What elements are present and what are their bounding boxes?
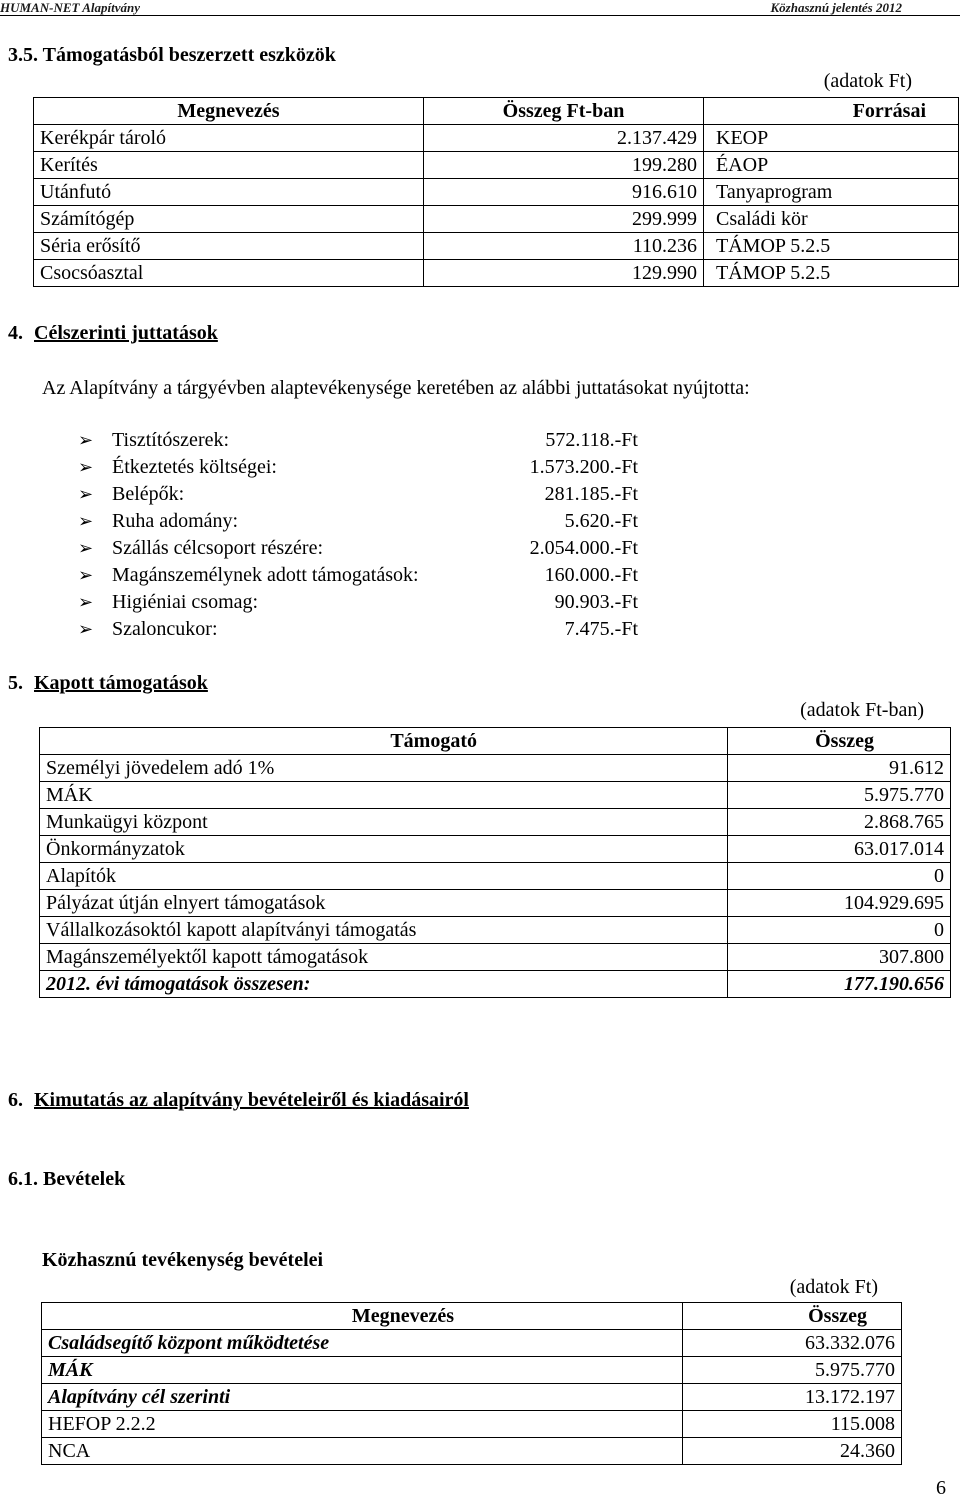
column-header: Összeg [728,728,951,755]
cell: Kerítés [34,152,424,179]
table-row [40,944,951,971]
section-6-1-title: 6.1. Bevételek [8,1168,126,1190]
total-row [40,971,951,998]
section-3-5-title: 3.5. Támogatásból beszerzett eszközök [8,44,336,66]
list-item-label: Magánszemélynek adott támogatások: [112,564,419,586]
table-row [40,890,951,917]
cell: KEOP [704,125,959,152]
table-row [34,206,959,233]
cell: 115.008 [683,1411,902,1438]
cell: Pályázat útján elnyert támogatások [40,890,728,917]
table-row [42,1438,902,1465]
cell: 13.172.197 [683,1384,902,1411]
table-row [42,1330,902,1357]
section-4-number: 4. [8,322,23,344]
cell: ÉAOP [704,152,959,179]
column-header: Összeg Ft-ban [424,98,704,125]
cell: NCA [42,1438,683,1465]
cell: Önkormányzatok [40,836,728,863]
table-row [34,233,959,260]
list-item-value: 281.185.-Ft [544,483,638,505]
cell: 0 [728,917,951,944]
table-row [34,152,959,179]
list-item-value: 160.000.-Ft [544,564,638,586]
revenue-table [41,1302,902,1465]
table-row [34,125,959,152]
header-right: Közhasznú jelentés 2012 [770,0,902,15]
section-4-title: Célszerinti juttatások [34,322,218,344]
cell: Vállalkozásoktól kapott alapítványi támogatás [40,917,728,944]
list-item-value: 7.475.-Ft [564,618,638,640]
page-number: 6 [936,1477,946,1499]
cell: Utánfutó [34,179,424,206]
arrow-bullet-icon: ➢ [78,457,94,477]
cell: 299.999 [424,206,704,233]
header-rule [0,15,960,16]
cell: 916.610 [424,179,704,206]
section-6-title: Kimutatás az alapítvány bevételeiről és kiadásairól [34,1089,469,1111]
section-5-unit: (adatok Ft-ban) [800,699,924,721]
list-item-label: Szaloncukor: [112,618,218,640]
cell: 199.280 [424,152,704,179]
section-3-5-unit: (adatok Ft) [823,70,912,92]
cell: Séria erősítő [34,233,424,260]
list-item-label: Higiéniai csomag: [112,591,259,613]
list-item-label: Ruha adomány: [112,510,239,532]
cell: 129.990 [424,260,704,287]
list-item-value: 2.054.000.-Ft [529,537,638,559]
cell: 110.236 [424,233,704,260]
list-item-label: Belépők: [112,483,185,505]
arrow-bullet-icon: ➢ [78,430,94,450]
table-row [40,836,951,863]
arrow-bullet-icon: ➢ [78,484,94,504]
grants-table [39,727,951,998]
list-item-value: 90.903.-Ft [554,591,638,613]
cell: Családsegítő központ működtetése [42,1330,683,1357]
table-row [34,179,959,206]
cell: Csocsóasztal [34,260,424,287]
cell: TÁMOP 5.2.5 [704,233,959,260]
cell: 63.017.014 [728,836,951,863]
table-row [40,809,951,836]
column-header: Megnevezés [34,98,424,125]
section-6-1-subtitle: Közhasznú tevékenység bevételei [42,1249,324,1271]
column-header: Megnevezés [42,1303,683,1330]
cell: 24.360 [683,1438,902,1465]
table-row [40,863,951,890]
cell: 5.975.770 [683,1357,902,1384]
section-5-number: 5. [8,672,23,694]
column-header: Összeg [683,1303,902,1330]
arrow-bullet-icon: ➢ [78,565,94,585]
cell: Kerékpár tároló [34,125,424,152]
section-5-title: Kapott támogatások [34,672,208,694]
header-left: HUMAN-NET Alapítvány [0,0,140,15]
section-6-number: 6. [8,1089,23,1111]
cell: HEFOP 2.2.2 [42,1411,683,1438]
assets-table [33,97,959,287]
cell: MÁK [42,1357,683,1384]
total-label: 2012. évi támogatások összesen: [40,971,728,998]
table-row [40,782,951,809]
list-item-value: 572.118.-Ft [545,429,638,451]
arrow-bullet-icon: ➢ [78,592,94,612]
section-4-intro: Az Alapítvány a tárgyévben alaptevékenysége keretében az alábbi juttatásokat nyújtotta: [42,377,750,399]
cell: Munkaügyi központ [40,809,728,836]
table-row [40,755,951,782]
column-header: Támogató [40,728,728,755]
section-6-1-unit: (adatok Ft) [789,1276,878,1298]
table-header-row [40,728,951,755]
cell: TÁMOP 5.2.5 [704,260,959,287]
table-row [34,260,959,287]
arrow-bullet-icon: ➢ [78,538,94,558]
table-row [40,917,951,944]
cell: Családi kör [704,206,959,233]
cell: 5.975.770 [728,782,951,809]
list-item-value: 5.620.-Ft [564,510,638,532]
cell: 0 [728,863,951,890]
cell: Alapítók [40,863,728,890]
section-6-heading [8,1089,469,1112]
arrow-bullet-icon: ➢ [78,619,94,639]
cell: Alapítvány cél szerinti [42,1384,683,1411]
cell: Magánszemélyektől kapott támogatások [40,944,728,971]
cell: Személyi jövedelem adó 1% [40,755,728,782]
section-4-heading [8,322,218,345]
table-row [42,1357,902,1384]
cell: 63.332.076 [683,1330,902,1357]
section-5-heading [8,672,208,695]
cell: Tanyaprogram [704,179,959,206]
table-row [42,1384,902,1411]
cell: 307.800 [728,944,951,971]
cell: 104.929.695 [728,890,951,917]
table-header-row [42,1303,902,1330]
table-header-row [34,98,959,125]
list-item-label: Tisztítószerek: [112,429,230,451]
column-header: Forrásai [704,98,959,125]
cell: 2.868.765 [728,809,951,836]
total-value: 177.190.656 [728,971,951,998]
cell: Számítógép [34,206,424,233]
list-item-label: Szállás célcsoport részére: [112,537,324,559]
cell: 2.137.429 [424,125,704,152]
table-row [42,1411,902,1438]
arrow-bullet-icon: ➢ [78,511,94,531]
list-item-value: 1.573.200.-Ft [529,456,638,478]
cell: MÁK [40,782,728,809]
list-item-label: Étkeztetés költségei: [112,456,277,478]
cell: 91.612 [728,755,951,782]
